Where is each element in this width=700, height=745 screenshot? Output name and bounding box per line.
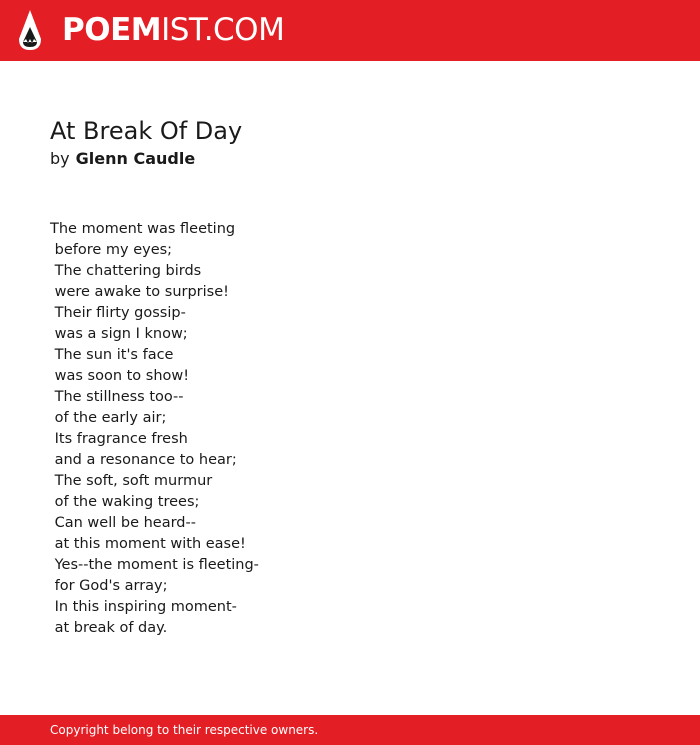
poem-line: In this inspiring moment- xyxy=(50,599,237,615)
poem-line: of the early air; xyxy=(50,410,167,426)
poem-line: were awake to surprise! xyxy=(50,284,229,300)
site-header xyxy=(0,0,700,61)
logo-text-light: IST.COM xyxy=(161,12,285,48)
poem-line: was a sign I know; xyxy=(50,326,188,342)
copyright-text: Copyright belong to their respective owners. xyxy=(50,723,319,737)
poem-line: at this moment with ease! xyxy=(50,536,246,552)
poem-line: The moment was fleeting xyxy=(50,221,236,237)
poem-line: Its fragrance fresh xyxy=(50,431,188,447)
poem-line: of the waking trees; xyxy=(50,494,200,510)
poem-line: Their flirty gossip- xyxy=(50,305,186,321)
poem-line: for God's array; xyxy=(50,578,168,594)
poem-line: The soft, soft murmur xyxy=(50,473,213,489)
author-name[interactable]: Glenn Caudle xyxy=(75,149,196,168)
poem-line: and a resonance to hear; xyxy=(50,452,237,468)
poem-line: The stillness too-- xyxy=(50,389,184,405)
poem-title: At Break Of Day xyxy=(50,117,243,145)
byline xyxy=(50,149,195,169)
poem-line: at break of day. xyxy=(50,620,168,636)
pencil-logo-icon[interactable] xyxy=(17,9,43,51)
poem-body xyxy=(50,219,650,639)
poem-line: The chattering birds xyxy=(50,263,202,279)
poem-line: Yes--the moment is fleeting- xyxy=(50,557,259,573)
site-logo[interactable] xyxy=(62,12,284,48)
poem-line: before my eyes; xyxy=(50,242,173,258)
by-label: by xyxy=(50,149,70,168)
poem-line: Can well be heard-- xyxy=(50,515,196,531)
logo-text-bold: POEM xyxy=(62,12,162,48)
poem-line: The sun it's face xyxy=(50,347,174,363)
poem-line: was soon to show! xyxy=(50,368,190,384)
site-footer xyxy=(0,715,700,745)
